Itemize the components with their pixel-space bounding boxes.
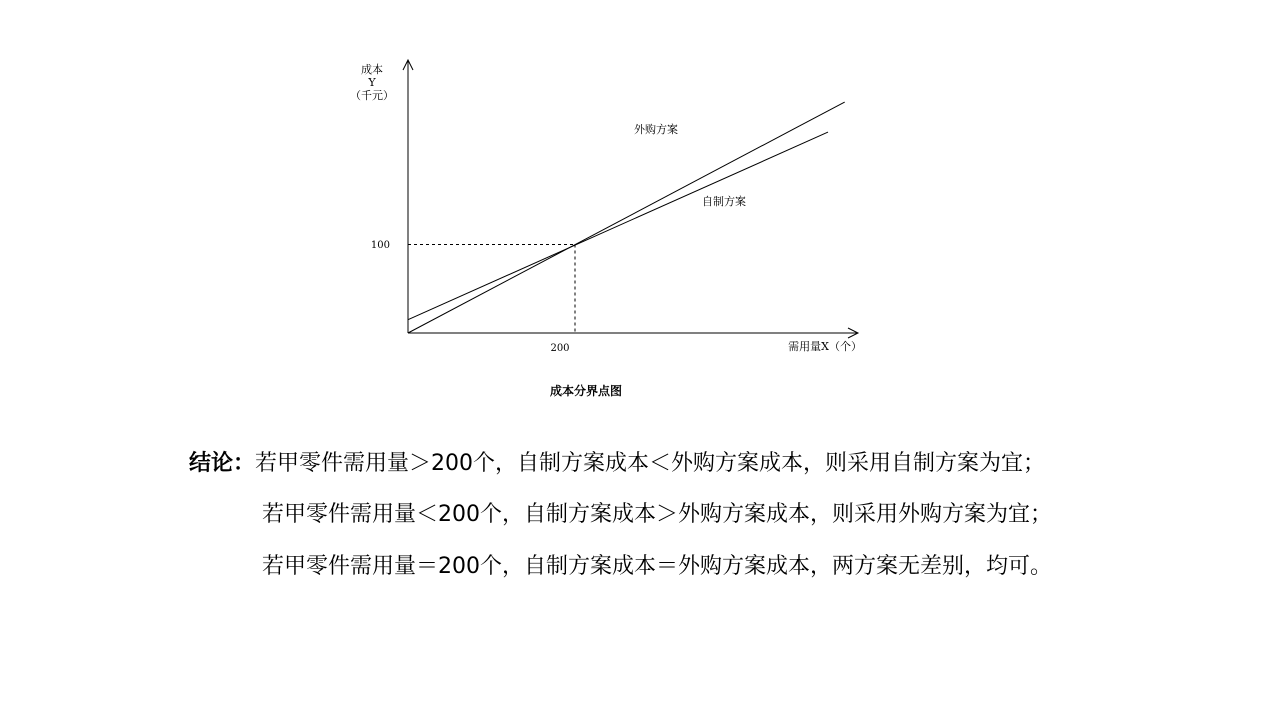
x-tick-label: 200	[550, 343, 570, 354]
chart-title: 成本分界点图	[549, 384, 623, 398]
conclusion-line-1	[189, 449, 1045, 479]
y-axis-label	[350, 62, 394, 102]
conclusion-label: 结论：	[189, 451, 256, 476]
conclusion-text-1: 若甲零件需用量＞200个，自制方案成本＜外购方案成本，则采用自制方案为宜；	[255, 451, 1046, 476]
y-tick-label: 100	[370, 240, 390, 251]
series-label-purchase: 外购方案	[634, 123, 678, 136]
conclusion-line-3	[262, 552, 1052, 582]
y-axis-label-line: Y	[368, 76, 376, 89]
conclusion-line-2	[262, 500, 1052, 530]
y-axis-label-line: （千元）	[350, 89, 394, 102]
series-label-self-made: 自制方案	[702, 195, 746, 208]
series-line-purchase	[408, 102, 845, 333]
series-line-self-made	[408, 132, 828, 320]
y-axis-label-line: 成本	[361, 63, 383, 76]
conclusion-text-3: 若甲零件需用量＝200个，自制方案成本＝外购方案成本，两方案无差别，均可。	[262, 554, 1052, 579]
x-axis-label: 需用量X（个）	[788, 340, 862, 353]
conclusion-text-2: 若甲零件需用量＜200个，自制方案成本＞外购方案成本，则采用外购方案为宜；	[262, 502, 1052, 527]
